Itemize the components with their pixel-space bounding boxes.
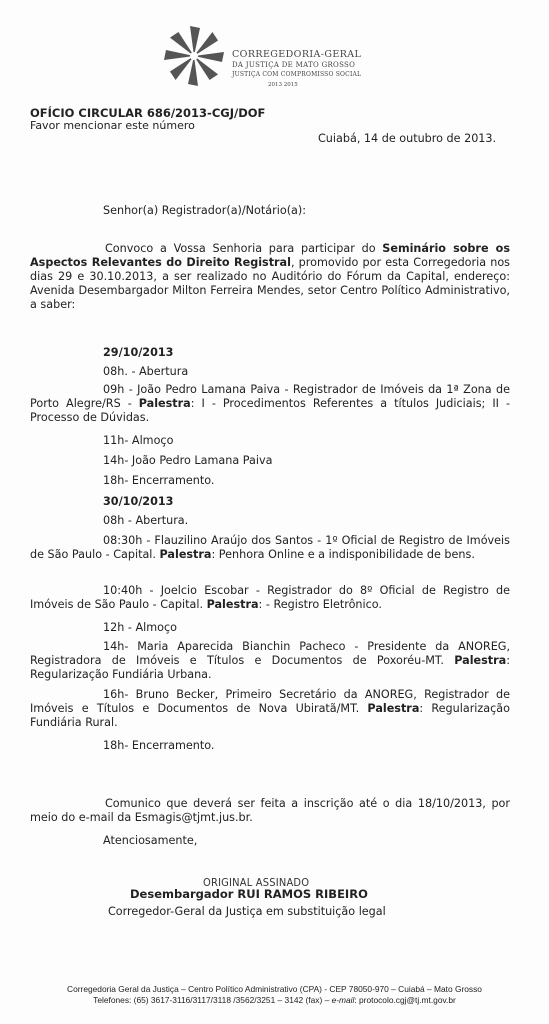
day2-item-3 xyxy=(30,584,510,612)
closing-regards: Atenciosamente, xyxy=(103,834,198,847)
logo-line4: 2013 2015 xyxy=(268,82,298,88)
document-subtitle: Favor mencionar este número xyxy=(30,119,195,132)
day1-item-5: 18h- Encerramento. xyxy=(103,474,215,487)
day1-item-2 xyxy=(30,383,510,425)
corregedoria-logo xyxy=(158,20,388,92)
day2-item-5 xyxy=(30,640,510,682)
logo-text xyxy=(232,50,361,90)
day2-item-1: 08h - Abertura. xyxy=(103,514,189,527)
intro-text-1: Convoco a Vossa Senhoria para participar do xyxy=(105,242,383,255)
day2-item-3-label: Palestra xyxy=(206,598,259,611)
footer-email-label: e-mail xyxy=(331,995,355,1005)
day2-date: 30/10/2013 xyxy=(103,495,174,508)
day2-item-2 xyxy=(30,534,510,562)
registration-notice: Comunico que deverá ser feita a inscrição até o dia 18/10/2013, por meio do e-mail da Esmagis@tjmt.jus.br. xyxy=(30,797,510,824)
day1-item-2-text: 09h - João Pedro Lamana Paiva - Registrador de Imóveis da 1ª Zona de Porto Alegre/RS - xyxy=(30,383,510,410)
intro-text-2: , promovido por esta Corregedoria nos dias 29 e 30.10.2013, a ser realizado no Auditório do Fórum da Capital, endereço: Avenida Desembargador Milton Ferreira Mendes, setor Centro Político Administrativo, a saber: xyxy=(30,256,511,311)
intro-paragraph xyxy=(30,242,510,312)
footer-contacts xyxy=(0,995,549,1006)
footer-address: Corregedoria Geral da Justiça – Centro Político Administrativo (CPA) - CEP 78050-970 – Cuiabá – Mato Grosso xyxy=(67,984,482,994)
day1-item-4: 14h- João Pedro Lamana Paiva xyxy=(103,454,273,467)
day1-date: 29/10/2013 xyxy=(103,346,174,359)
day2-item-6-label: Palestra xyxy=(367,702,420,715)
day1-item-1: 08h. - Abertura xyxy=(103,365,189,378)
footer-email: : protocolo.cgj@tj.mt.gov.br xyxy=(354,995,456,1005)
day1-item-3: 11h- Almoço xyxy=(103,434,174,447)
signatory-role: Corregedor-Geral da Justiça em substituição legal xyxy=(108,905,386,918)
day2-item-6-text: 16h- Bruno Becker, Primeiro Secretário da ANOREG, Registrador de Imóveis e Títulos e Documentos de Nova Ubiratã/MT. xyxy=(30,688,510,715)
signatory-name: Desembargador RUI RAMOS RIBEIRO xyxy=(130,887,368,901)
day2-item-7: 18h- Encerramento. xyxy=(103,739,215,752)
logo-line3: JUSTIÇA COM COMPROMISSO SOCIAL xyxy=(232,71,362,78)
day1-item-2-topic: : I - Procedimentos Referentes a títulos Judiciais; II - Processo de Dúvidas. xyxy=(30,397,510,424)
day2-item-4: 12h - Almoço xyxy=(103,621,177,634)
day2-item-2-topic: : Penhora Online e a indisponibilidade de bens. xyxy=(211,548,475,561)
day2-item-6 xyxy=(30,688,510,730)
date-line: Cuiabá, 14 de outubro de 2013. xyxy=(318,132,497,145)
day2-item-2-text: 08:30h - Flauzilino Araújo dos Santos - 1º Oficial de Registro de Imóveis de São Paulo - Capital. xyxy=(30,534,510,561)
day2-item-2-label: Palestra xyxy=(159,548,212,561)
day2-item-3-topic: : - Registro Eletrônico. xyxy=(258,598,382,611)
footer-phones: Telefones: (65) 3617-3116/3117/3118 /3562/3251 – 3142 (fax) – xyxy=(93,995,332,1005)
salutation: Senhor(a) Registrador(a)/Notário(a): xyxy=(103,204,307,217)
logo-line2: DA JUSTIÇA DE MATO GROSSO xyxy=(232,61,356,69)
day2-item-5-topic: : Regularização Fundiária Urbana. xyxy=(30,654,510,681)
document-title: OFÍCIO CIRCULAR 686/2013-CGJ/DOF xyxy=(30,106,266,120)
pinwheel-logo-icon xyxy=(158,20,230,92)
day2-item-5-label: Palestra xyxy=(454,654,507,667)
day2-item-6-topic: : Regularização Fundiária Rural. xyxy=(30,702,510,729)
seminar-name: Seminário sobre os Aspectos Relevantes do Direito Registral xyxy=(30,242,510,269)
day2-item-5-text: 14h- Maria Aparecida Bianchin Pacheco - Presidente da ANOREG, Registradora de Imóveis e Títulos e Documentos de Poxoréu-MT. xyxy=(30,640,510,667)
day1-item-2-label: Palestra xyxy=(138,397,191,410)
logo-line1: CORREGEDORIA-GERAL xyxy=(232,49,362,60)
day2-item-3-text: 10:40h - Joelcio Escobar - Registrador do 8º Oficial de Registro de Imóveis de São Paulo - Capital. xyxy=(30,584,510,611)
original-signed-stamp: ORIGINAL ASSINADO xyxy=(203,876,310,889)
